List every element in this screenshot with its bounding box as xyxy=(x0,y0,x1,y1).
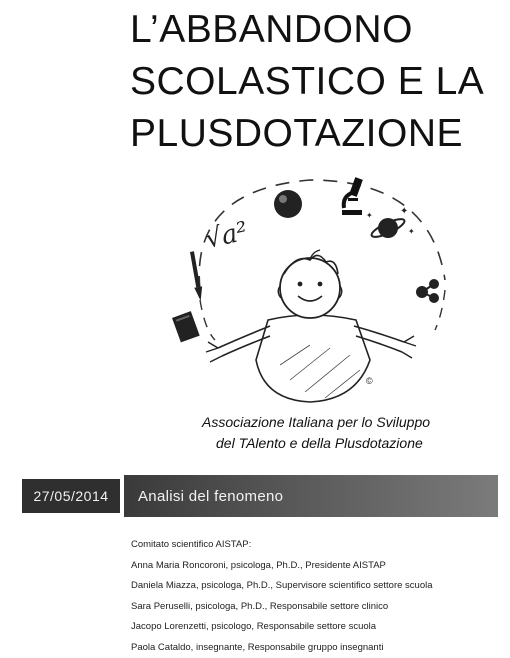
paintbrush-icon xyxy=(188,251,205,302)
microscope-icon xyxy=(342,177,363,215)
committee-heading: Comitato scientifico AISTAP: xyxy=(131,535,501,556)
association-line-2: del TAlento e della Plusdotazione xyxy=(190,433,480,454)
atom-molecule-icon xyxy=(416,279,439,303)
juggling-illustration xyxy=(160,170,460,410)
title-line-2: SCOLASTICO E LA xyxy=(130,56,500,108)
committee-member: Anna Maria Roncoroni, psicologa, Ph.D., Presidente AISTAP xyxy=(131,556,501,577)
committee-member: Jacopo Lorenzetti, psicologo, Responsabile settore scuola xyxy=(131,617,501,638)
svg-text:✦: ✦ xyxy=(400,206,408,217)
planet-icon xyxy=(274,190,302,218)
title-line-3: PLUSDOTAZIONE xyxy=(130,108,500,160)
association-line-1: Associazione Italiana per lo Sviluppo xyxy=(190,412,480,433)
topic-label: Analisi del fenomeno xyxy=(124,475,498,517)
svg-text:✦: ✦ xyxy=(408,227,415,236)
committee-member: Daniela Miazza, psicologa, Ph.D., Supervisore scientifico settore scuola xyxy=(131,576,501,597)
committee-member: Paola Cataldo, insegnante, Responsabile gruppo insegnanti xyxy=(131,638,501,658)
date-label: 27/05/2014 xyxy=(22,479,120,513)
title-line-1: L’ABBANDONO xyxy=(130,4,500,56)
saturn-icon xyxy=(366,206,415,240)
association-name xyxy=(190,412,480,454)
book-icon xyxy=(172,311,200,342)
committee-list xyxy=(131,535,501,658)
header-band xyxy=(22,475,498,517)
formula-label: √a² xyxy=(203,217,251,255)
committee-member: Sara Peruselli, psicologa, Ph.D., Responsabile settore clinico xyxy=(131,597,501,618)
copyright-mark: © xyxy=(366,376,373,386)
juggling-child-icon xyxy=(206,250,416,402)
page-title xyxy=(130,4,500,160)
svg-text:✦: ✦ xyxy=(366,211,373,220)
